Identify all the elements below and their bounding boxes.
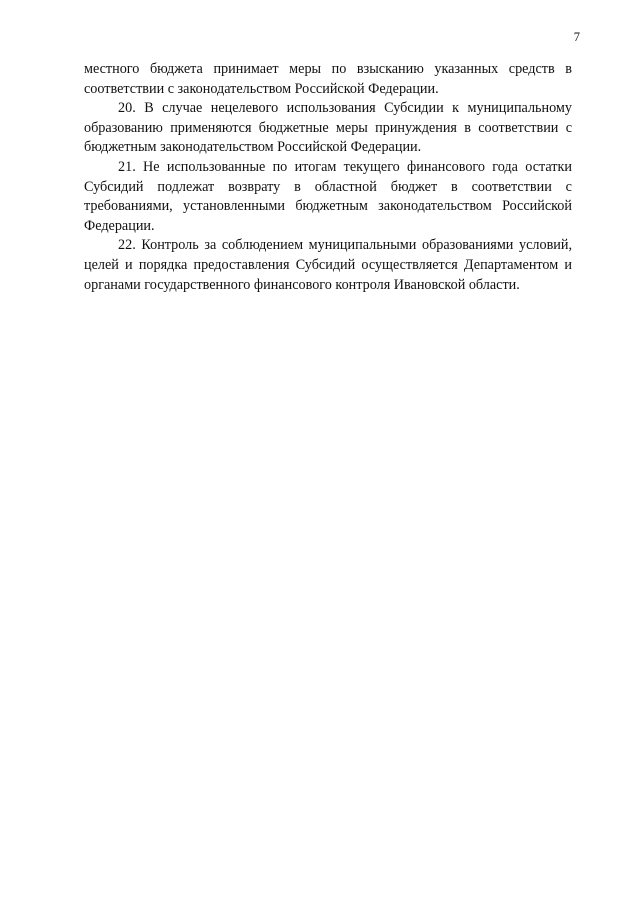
document-body — [84, 60, 572, 295]
paragraph-21: 21. Не использованные по итогам текущего финансового года остатки Субсидий подлежат возврату в областной бюджет в соответствии с требованиями, установленными бюджетным законодательством Российской Федерации. — [84, 158, 572, 234]
paragraph-22: 22. Контроль за соблюдением муниципальными образованиями условий, целей и порядка предоставления Субсидий осуществляется Департаментом и органами государственного финансового контроля Ивановской области. — [84, 237, 572, 293]
paragraph-20: 20. В случае нецелевого использования Субсидии к муниципальному образованию применяются бюджетные меры принуждения в соответствии с бюджетным законодательством Российской Федерации. — [84, 100, 572, 156]
paragraph-continuation: местного бюджета принимает меры по взысканию указанных средств в соответствии с законодательством Российской Федерации. — [84, 61, 572, 97]
page-number: 7 — [573, 30, 580, 44]
